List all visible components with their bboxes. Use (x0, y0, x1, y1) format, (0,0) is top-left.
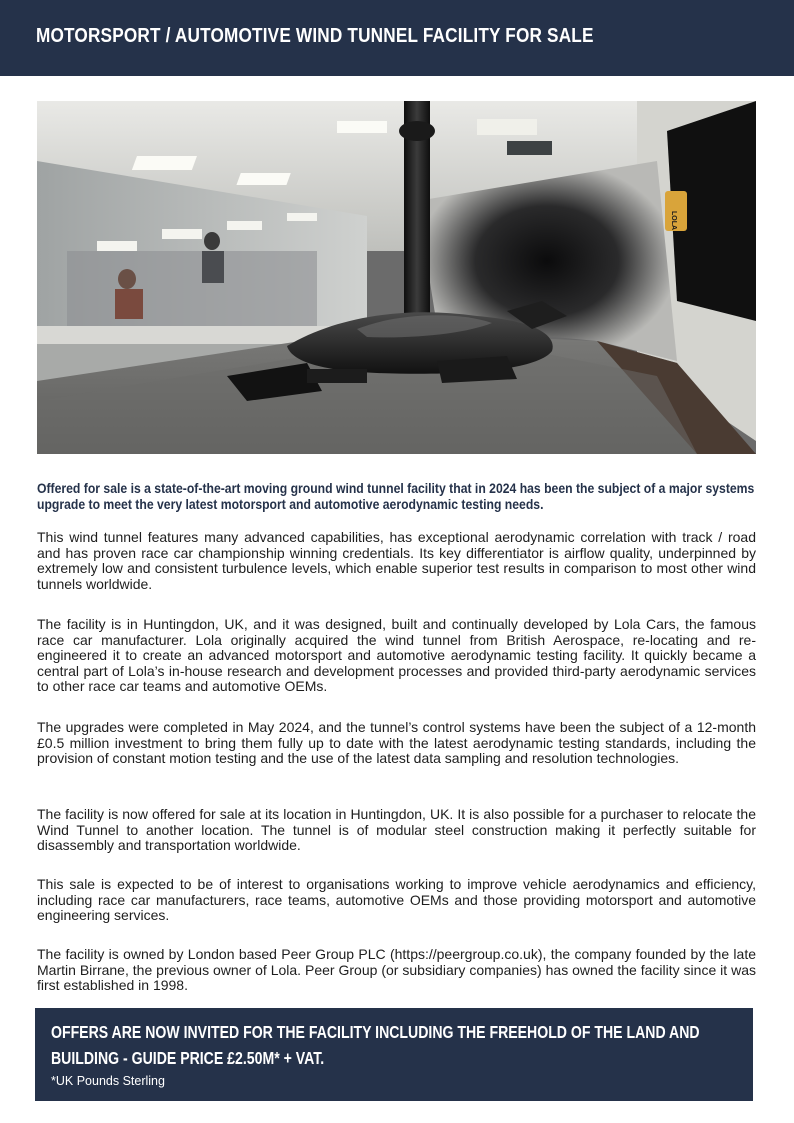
lead-paragraph: Offered for sale is a state-of-the-art moving ground wind tunnel facility that in 2024 has been the subject of a major systems upgrade to meet the very latest motorsport and automotive aerodynamic testing needs. (37, 481, 755, 513)
body-paragraph: The facility is owned by London based Peer Group PLC (https://peergroup.co.uk), the company founded by the late Martin Birrane, the previous owner of Lola. Peer Group (or subsidiary companies) has owned the facility since it was first established in 1998. (37, 946, 756, 993)
body-paragraph: This wind tunnel features many advanced capabilities, has exceptional aerodynamic correlation with track / road and has proven race car championship winning credentials. Its key differentiator is airflow quality, underpinned by extremely low and consistent turbulence levels, which enable superior test results in comparison to most other wind tunnels worldwide. (37, 529, 756, 592)
offer-callout (35, 1008, 753, 1101)
body-paragraph: This sale is expected to be of interest to organisations working to improve vehicle aerodynamics and efficiency, including race car manufacturers, race teams, automotive OEMs and those providing motorsport and automotive engineering services. (37, 876, 756, 923)
lola-sign-text: LOLA (670, 211, 677, 231)
offer-footnote: *UK Pounds Sterling (51, 1074, 165, 1088)
offer-headline: OFFERS ARE NOW INVITED FOR THE FACILITY INCLUDING THE FREEHOLD OF THE LAND AND BUILDING - GUIDE PRICE £2.50M* + VAT. (51, 1022, 700, 1068)
wind-tunnel-photo (37, 101, 756, 454)
body-paragraph: The facility is in Huntingdon, UK, and it was designed, built and continually developed by Lola Cars, the famous race car manufacturer. Lola originally acquired the wind tunnel from British Aerospace, re-locating and re-engineered it to create an advanced motorsport and automotive aerodynamic testing facility. It quickly became a central part of Lola’s in-house research and development processes and provided third-party aerodynamic services to other race car teams and automotive OEMs. (37, 616, 756, 694)
body-paragraph: The upgrades were completed in May 2024, and the tunnel’s control systems have been the subject of a 12-month £0.5 million investment to bring them fully up to date with the latest aerodynamic testing standards, including the provision of constant motion testing and the use of the latest data sampling and resolution technologies. (37, 719, 756, 766)
wind-tunnel-photo-illustration (37, 101, 756, 454)
header-bar (0, 0, 794, 76)
body-paragraph: The facility is now offered for sale at its location in Huntingdon, UK. It is also possible for a purchaser to relocate the Wind Tunnel to another location. The tunnel is of modular steel construction making it perfectly suitable for disassembly and transportation worldwide. (37, 806, 756, 853)
page-title: MOTORSPORT / AUTOMOTIVE WIND TUNNEL FACILITY FOR SALE (36, 25, 594, 47)
